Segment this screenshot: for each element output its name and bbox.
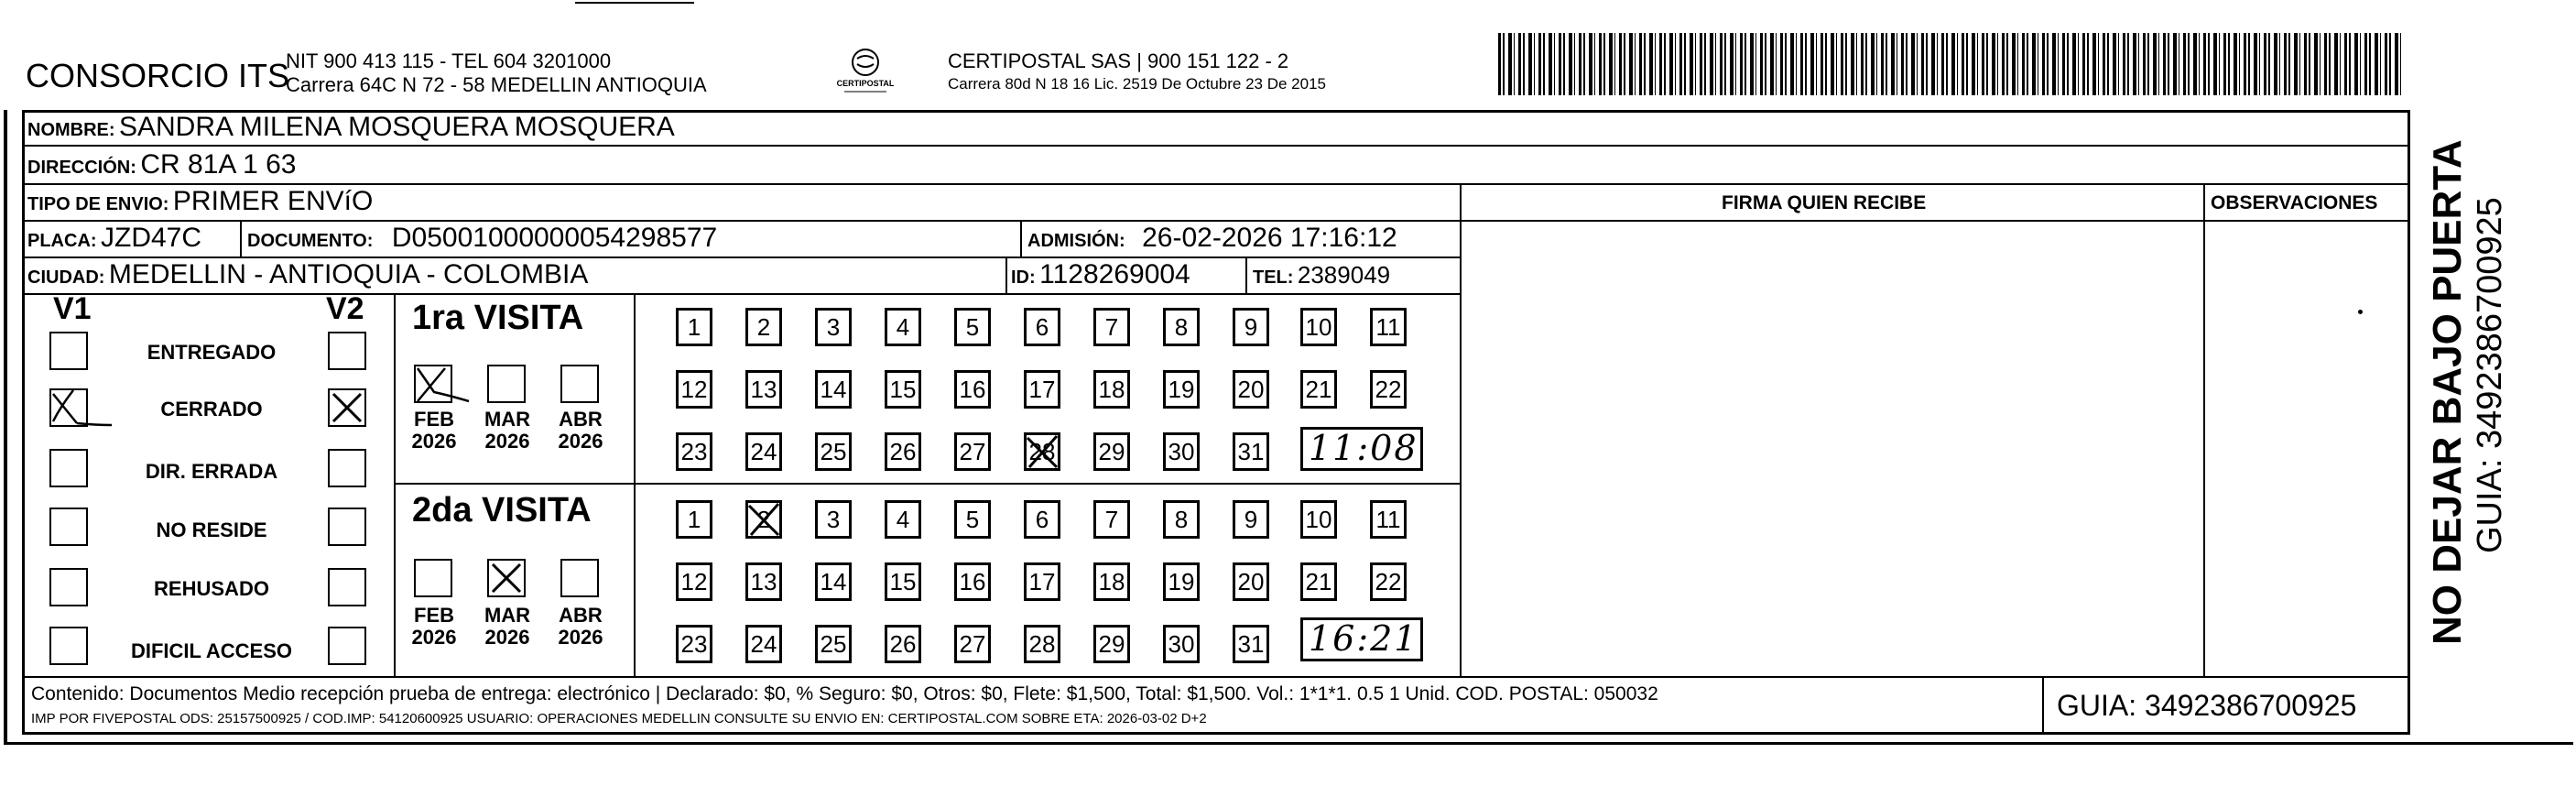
nombre-label: NOMBRE: xyxy=(27,120,115,140)
first-visit-day-13[interactable]: 13 xyxy=(745,370,782,409)
direccion-value: CR 81A 1 63 xyxy=(140,149,297,180)
status-dificil-acceso: DIFICIL ACCESO xyxy=(130,639,292,662)
second-visit-day-29[interactable]: 29 xyxy=(1093,625,1130,663)
first-visit-day-28[interactable]: 28 xyxy=(1024,432,1060,471)
v1-no-reside-checkbox[interactable] xyxy=(49,508,88,546)
second-visit-time-value: 16:21 xyxy=(1309,618,1418,659)
first-visit-day-15[interactable]: 15 xyxy=(885,370,921,409)
first-visit-day-30[interactable]: 30 xyxy=(1163,432,1200,471)
second-visit-title: 2da VISITA xyxy=(412,491,592,529)
carrier-line: CERTIPOSTAL SAS | 900 151 122 - 2 xyxy=(948,49,1289,72)
firma-label: FIRMA QUIEN RECIBE xyxy=(1722,192,1927,213)
first-visit-month-abr-year: 2026 xyxy=(558,430,603,453)
second-visit-day-20[interactable]: 20 xyxy=(1233,562,1269,601)
v2-cerrado-checkbox[interactable] xyxy=(328,388,366,427)
scan-edge xyxy=(4,110,7,745)
second-visit-day-14[interactable]: 14 xyxy=(815,562,852,601)
second-visit-feb-checkbox[interactable] xyxy=(414,559,452,597)
tipo-label: TIPO DE ENVIO: xyxy=(27,194,169,214)
first-visit-day-12[interactable]: 12 xyxy=(676,370,712,409)
second-visit-day-18[interactable]: 18 xyxy=(1093,562,1130,601)
rule xyxy=(22,183,2410,185)
carrier-address: Carrera 80d N 18 16 Lic. 2519 De Octubre 23 De 2015 xyxy=(948,75,1326,93)
first-visit-day-7[interactable]: 7 xyxy=(1093,308,1130,346)
second-visit-day-10[interactable]: 10 xyxy=(1300,500,1337,539)
first-visit-time xyxy=(1300,427,1423,471)
ciudad-label: CIUDAD: xyxy=(27,267,105,288)
second-visit-month-feb xyxy=(407,605,462,649)
second-visit-day-13[interactable]: 13 xyxy=(745,562,782,601)
first-visit-day-26[interactable]: 26 xyxy=(885,432,921,471)
first-visit-month-mar-year: 2026 xyxy=(484,430,530,453)
footer-imp: IMP POR FIVEPOSTAL ODS: 25157500925 / COD.IMP: 54120600925 USUARIO: OPERACIONES MEDELLIN CONSULTE SU ENVIO EN: CERTIPOSTAL.COM SOBRE ETA: 2026-03-02 D+2 xyxy=(31,711,1207,726)
second-visit-day-6[interactable]: 6 xyxy=(1024,500,1060,539)
first-visit-month-feb-year: 2026 xyxy=(411,430,457,453)
tel-value: 2389049 xyxy=(1297,261,1391,289)
first-visit-time-value: 11:08 xyxy=(1309,428,1418,468)
status-dir-errada: DIR. ERRADA xyxy=(145,460,278,483)
v2-header: V2 xyxy=(326,291,364,326)
second-visit-day-3[interactable]: 3 xyxy=(815,500,852,539)
first-visit-day-2[interactable]: 2 xyxy=(745,308,782,346)
second-visit-time xyxy=(1300,617,1423,661)
v1-entregado-checkbox[interactable] xyxy=(49,332,88,370)
rule xyxy=(394,293,396,678)
first-visit-day-14[interactable]: 14 xyxy=(815,370,852,409)
handwritten-check-mark xyxy=(414,365,469,405)
first-visit-day-20[interactable]: 20 xyxy=(1233,370,1269,409)
tel-label: TEL: xyxy=(1253,267,1294,288)
second-visit-mar-checkbox[interactable] xyxy=(487,559,526,597)
v2-dir-errada-checkbox[interactable] xyxy=(328,449,366,487)
first-visit-day-27[interactable]: 27 xyxy=(954,432,991,471)
side-guia: GUIA: 3492386700925 xyxy=(2471,197,2509,553)
first-visit-day-6[interactable]: 6 xyxy=(1024,308,1060,346)
placa-value: JZD47C xyxy=(101,223,202,253)
second-visit-abr-checkbox[interactable] xyxy=(560,559,599,597)
first-visit-day-3[interactable]: 3 xyxy=(815,308,852,346)
logo-text: CERTIPOSTAL xyxy=(836,79,895,88)
status-no-reside: NO RESIDE xyxy=(156,519,267,541)
first-visit-day-11[interactable]: 11 xyxy=(1370,308,1407,346)
x-mark xyxy=(328,388,366,427)
second-visit-day-9[interactable]: 9 xyxy=(1233,500,1269,539)
first-visit-day-8[interactable]: 8 xyxy=(1163,308,1200,346)
rule xyxy=(22,220,2410,222)
x-mark xyxy=(745,500,782,539)
second-visit-day-8[interactable]: 8 xyxy=(1163,500,1200,539)
second-visit-day-28[interactable]: 28 xyxy=(1024,625,1060,663)
first-visit-feb-checkbox[interactable] xyxy=(414,365,452,403)
v2-rehusado-checkbox[interactable] xyxy=(328,568,366,606)
second-visit-day-27[interactable]: 27 xyxy=(954,625,991,663)
first-visit-mar-checkbox[interactable] xyxy=(487,365,526,403)
second-visit-day-30[interactable]: 30 xyxy=(1163,625,1200,663)
second-visit-day-19[interactable]: 19 xyxy=(1163,562,1200,601)
nombre-value: SANDRA MILENA MOSQUERA MOSQUERA xyxy=(119,112,675,142)
ciudad-value: MEDELLIN - ANTIOQUIA - COLOMBIA xyxy=(108,259,589,289)
second-visit-day-22[interactable]: 22 xyxy=(1370,562,1407,601)
placa-row xyxy=(27,223,201,258)
second-visit-month-abr-year: 2026 xyxy=(558,626,603,649)
rule xyxy=(22,676,2410,678)
x-mark xyxy=(1024,432,1060,471)
v1-dificil-acceso-checkbox[interactable] xyxy=(49,627,88,665)
status-cerrado: CERRADO xyxy=(160,398,263,420)
second-visit-month-mar xyxy=(480,605,535,649)
certipostal-logo xyxy=(833,44,897,99)
documento-value: D05001000000054298577 xyxy=(391,223,718,253)
first-visit-day-1[interactable]: 1 xyxy=(676,308,712,346)
rule xyxy=(1460,183,1462,678)
v2-entregado-checkbox[interactable] xyxy=(328,332,366,370)
first-visit-day-18[interactable]: 18 xyxy=(1093,370,1130,409)
footer-guia: GUIA: 3492386700925 xyxy=(2057,689,2357,722)
second-visit-month-abr-name: ABR xyxy=(559,604,603,627)
first-visit-day-4[interactable]: 4 xyxy=(885,308,921,346)
id-row xyxy=(1011,259,1190,295)
scan-edge xyxy=(4,742,2573,745)
rule xyxy=(1020,220,1022,257)
observaciones-label: OBSERVACIONES xyxy=(2211,192,2378,213)
first-visit-day-22[interactable]: 22 xyxy=(1370,370,1407,409)
company-name: CONSORCIO ITS xyxy=(26,57,290,94)
rule xyxy=(2042,676,2044,735)
admision-row xyxy=(1027,223,1397,258)
rule xyxy=(1245,257,1247,293)
second-visit-day-26[interactable]: 26 xyxy=(885,625,921,663)
second-visit-day-23[interactable]: 23 xyxy=(676,625,712,663)
shipping-form xyxy=(22,110,2410,735)
second-visit-day-12[interactable]: 12 xyxy=(676,562,712,601)
first-visit-day-17[interactable]: 17 xyxy=(1024,370,1060,409)
first-visit-day-9[interactable]: 9 xyxy=(1233,308,1269,346)
first-visit-month-mar xyxy=(480,409,535,453)
first-visit-day-10[interactable]: 10 xyxy=(1300,308,1337,346)
documento-row xyxy=(247,223,717,258)
second-visit-month-abr xyxy=(553,605,608,649)
second-visit-day-5[interactable]: 5 xyxy=(954,500,991,539)
second-visit-day-25[interactable]: 25 xyxy=(815,625,852,663)
nombre-row xyxy=(27,112,675,147)
second-visit-day-4[interactable]: 4 xyxy=(885,500,921,539)
second-visit-month-feb-year: 2026 xyxy=(411,626,457,649)
v2-no-reside-checkbox[interactable] xyxy=(328,508,366,546)
id-value: 1128269004 xyxy=(1039,259,1190,289)
second-visit-day-21[interactable]: 21 xyxy=(1300,562,1337,601)
second-visit-day-24[interactable]: 24 xyxy=(745,625,782,663)
tipo-value: PRIMER ENVíO xyxy=(172,186,374,216)
tipo-row xyxy=(27,186,373,222)
first-visit-day-24[interactable]: 24 xyxy=(745,432,782,471)
second-visit-day-7[interactable]: 7 xyxy=(1093,500,1130,539)
first-visit-month-feb xyxy=(407,409,462,453)
rule xyxy=(2203,183,2205,678)
v1-cerrado-checkbox[interactable] xyxy=(49,388,88,427)
v1-rehusado-checkbox[interactable] xyxy=(49,568,88,606)
first-visit-month-abr-name: ABR xyxy=(559,408,603,431)
footer-content: Contenido: Documentos Medio recepción prueba de entrega: electrónico | Declarado: $0, % Seguro: $0, Otros: $0, Flete: $1,500, Total: $1,500. Vol.: 1*1*1. 0.5 1 Unid. COD. POSTAL: 050032 xyxy=(31,683,1658,704)
documento-label: DOCUMENTO: xyxy=(247,231,374,251)
first-visit-day-5[interactable]: 5 xyxy=(954,308,991,346)
first-visit-day-29[interactable]: 29 xyxy=(1093,432,1130,471)
first-visit-title: 1ra VISITA xyxy=(412,299,584,337)
ciudad-row xyxy=(27,259,588,295)
first-visit-day-25[interactable]: 25 xyxy=(815,432,852,471)
second-visit-day-17[interactable]: 17 xyxy=(1024,562,1060,601)
rule xyxy=(1005,257,1007,293)
first-visit-month-mar-name: MAR xyxy=(484,408,531,431)
rule xyxy=(394,483,1462,485)
first-visit-day-21[interactable]: 21 xyxy=(1300,370,1337,409)
address-line: Carrera 64C N 72 - 58 MEDELLIN ANTIOQUIA xyxy=(286,73,707,96)
nit-line: NIT 900 413 115 - TEL 604 3201000 xyxy=(286,49,612,72)
x-mark xyxy=(487,559,526,597)
first-visit-month-abr xyxy=(553,409,608,453)
second-visit-day-16[interactable]: 16 xyxy=(954,562,991,601)
side-warning: NO DEJAR BAJO PUERTA xyxy=(2425,139,2470,645)
first-visit-day-23[interactable]: 23 xyxy=(676,432,712,471)
placa-label: PLACA: xyxy=(27,231,97,251)
v2-dificil-acceso-checkbox[interactable] xyxy=(328,627,366,665)
status-rehusado: REHUSADO xyxy=(154,577,269,600)
rule xyxy=(634,293,636,678)
second-visit-day-11[interactable]: 11 xyxy=(1370,500,1407,539)
first-visit-day-19[interactable]: 19 xyxy=(1163,370,1200,409)
second-visit-month-mar-name: MAR xyxy=(484,604,531,627)
second-visit-day-1[interactable]: 1 xyxy=(676,500,712,539)
rule xyxy=(240,220,242,257)
first-visit-abr-checkbox[interactable] xyxy=(560,365,599,403)
second-visit-day-15[interactable]: 15 xyxy=(885,562,921,601)
second-visit-month-feb-name: FEB xyxy=(414,604,454,627)
first-visit-month-feb-name: FEB xyxy=(414,408,454,431)
v1-header: V1 xyxy=(53,291,92,326)
v1-dir-errada-checkbox[interactable] xyxy=(49,449,88,487)
status-entregado: ENTREGADO xyxy=(147,341,277,364)
first-visit-day-31[interactable]: 31 xyxy=(1233,432,1269,471)
ink-dot xyxy=(2358,310,2363,314)
scan-artifact xyxy=(575,2,694,4)
first-visit-day-16[interactable]: 16 xyxy=(954,370,991,409)
tel-row xyxy=(1253,259,1390,295)
second-visit-day-31[interactable]: 31 xyxy=(1233,625,1269,663)
admision-label: ADMISIÓN: xyxy=(1027,231,1125,251)
direccion-row xyxy=(27,149,296,185)
second-visit-month-mar-year: 2026 xyxy=(484,626,530,649)
direccion-label: DIRECCIÓN: xyxy=(27,158,136,178)
id-label: ID: xyxy=(1011,267,1036,288)
barcode xyxy=(1498,33,2405,95)
second-visit-day-2[interactable]: 2 xyxy=(745,500,782,539)
admision-value: 26-02-2026 17:16:12 xyxy=(1142,223,1397,253)
